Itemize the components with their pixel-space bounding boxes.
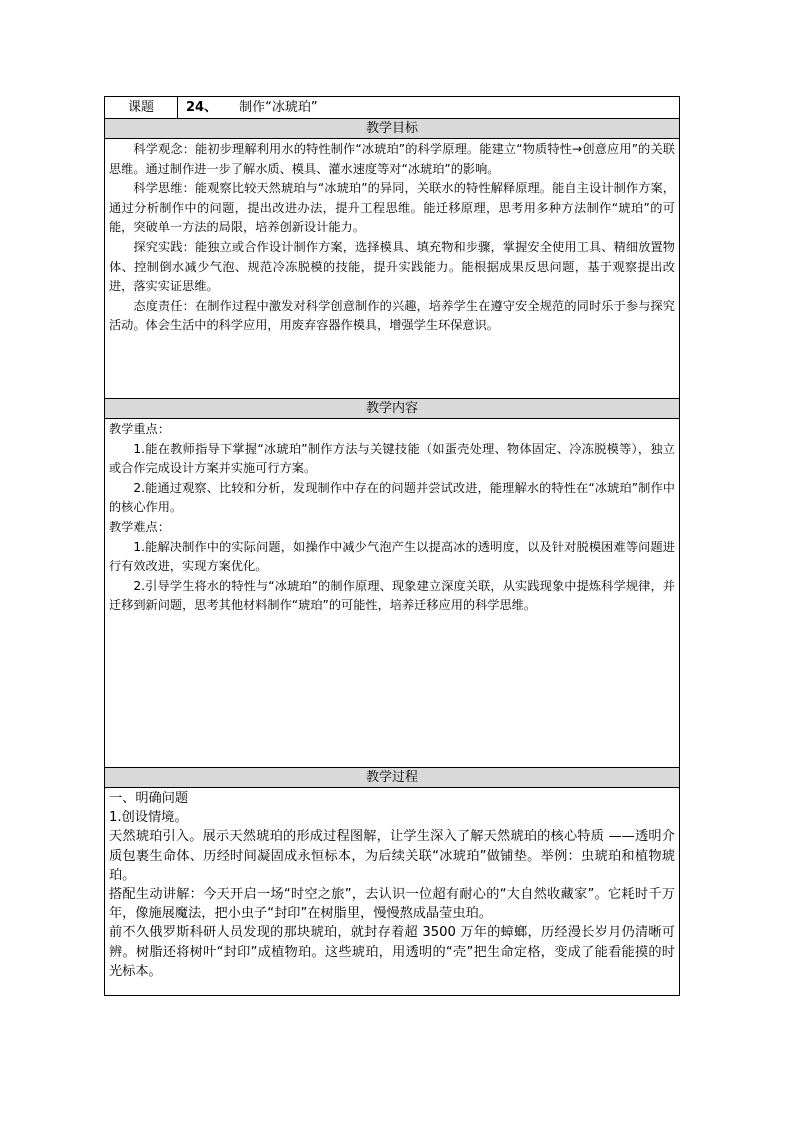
header-row <box>105 97 680 119</box>
key-points-label: 教学重点： <box>109 422 170 436</box>
lesson-number: 24、 <box>186 100 218 115</box>
goals-heading-row <box>105 119 680 139</box>
goals-body <box>105 139 680 399</box>
lesson-title: 制作“冰琥珀” <box>239 100 318 115</box>
difficult-point: 2.引导学生将水的特性与“冰琥珀”的制作原理、现象建立深度关联，从实践现象中提炼科学规律，并迁移到新问题，思考其他材料制作“琥珀”的可能性，培养迁移应用的科学思维。 <box>109 578 675 613</box>
topic-label: 课题 <box>105 97 178 119</box>
goal-paragraph: 态度责任：在制作过程中激发对科学创意制作的兴趣，培养学生在遵守安全规范的同时乐于参与探究活动。体会生活中的科学应用，用废弃容器作模具，增强学生环保意识。 <box>109 298 675 333</box>
content-heading: 教学内容 <box>105 399 680 419</box>
process-paragraph: 前不久俄罗斯科研人员发现的那块琥珀，就封存着超 3500 万年的蟑螂，历经漫长岁月仍清晰可辨。树脂还将树叶“封印”成植物珀。这些琥珀，用透明的“壳”把生命定格，变成了能看能摸的时光标本。 <box>109 925 675 979</box>
lesson-plan-table <box>104 96 680 996</box>
key-point: 2.能通过观察、比较和分析，发现制作中存在的问题并尝试改进，能理解水的特性在“冰琥珀”制作中的核心作用。 <box>109 480 675 515</box>
content-heading-row <box>105 399 680 419</box>
goal-paragraph: 科学观念：能初步理解利用水的特性制作“冰琥珀”的科学原理。能建立“物质特性→创意应用”的关联思维。通过制作进一步了解水质、模具、灌水速度等对“冰琥珀”的影响。 <box>109 142 675 176</box>
content-body <box>105 419 680 768</box>
goals-heading: 教学目标 <box>105 119 680 139</box>
process-row <box>105 788 680 996</box>
topic-value <box>178 97 680 119</box>
difficult-point: 1.能解决制作中的实际问题，如操作中减少气泡产生以提高冰的透明度，以及针对脱模困难等问题进行有效改进，实现方案优化。 <box>109 539 675 574</box>
key-point: 1.能在教师指导下掌握“冰琥珀”制作方法与关键技能（如蛋壳处理、物体固定、冷冻脱模等），独立或合作完成设计方案并实施可行方案。 <box>109 441 675 476</box>
process-section-title: 一、明确问题 <box>109 791 189 806</box>
process-paragraph: 天然琥珀引入。展示天然琥珀的形成过程图解，让学生深入了解天然琥珀的核心特质 ——透明介质包裹生命体、历经时间凝固成永恒标本，为后续关联“冰琥珀”做铺垫。举例：虫琥珀和植物琥珀。 <box>109 829 675 883</box>
process-body <box>105 788 680 996</box>
process-heading: 教学过程 <box>105 768 680 788</box>
process-heading-row <box>105 768 680 788</box>
goal-paragraph: 探究实践：能独立或合作设计制作方案，选择模具、填充物和步骤，掌握安全使用工具、精细放置物体、控制倒水减少气泡、规范冷冻脱模的技能，提升实践能力。能根据成果反思问题，基于观察提出改进，落实实证思维。 <box>109 239 675 294</box>
goals-row <box>105 139 680 399</box>
process-paragraph: 搭配生动讲解：今天开启一场“时空之旅”，去认识一位超有耐心的“大自然收藏家”。它耗时千万年，像施展魔法，把小虫子“封印”在树脂里，慢慢熬成晶莹虫珀。 <box>109 887 675 922</box>
difficult-points-label: 教学难点： <box>109 519 170 534</box>
content-row <box>105 419 680 768</box>
goal-paragraph: 科学思维：能观察比较天然琥珀与“冰琥珀”的异同，关联水的特性解释原理。能自主设计制作方案，通过分析制作中的问题，提出改进办法，提升工程思维。能迁移原理，思考用多种方法制作“琥珀”的可能，突破单一方法的局限，培养创新设计能力。 <box>109 181 675 235</box>
process-step-title: 1.创设情境。 <box>109 810 188 826</box>
